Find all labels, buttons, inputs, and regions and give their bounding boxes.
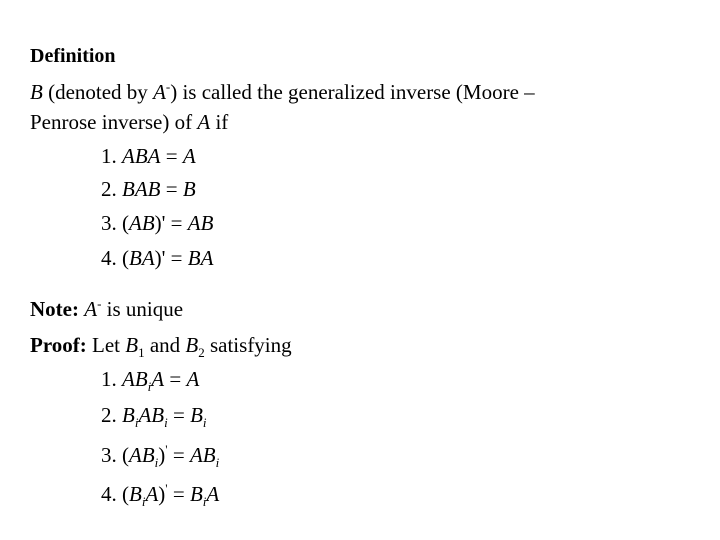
- definition-line-2: Penrose inverse) of A if: [30, 110, 229, 134]
- note-line: Note: A- is unique: [30, 296, 184, 321]
- condition-4: 4. (BA)' = BA: [101, 246, 214, 270]
- condition-1: 1. ABA = A: [101, 144, 196, 168]
- proof-item-1: 1. $AB_iA = A$: [101, 367, 200, 394]
- proof-item-4: 4. $(B_iA)' = B_iA$: [101, 481, 220, 509]
- proof-item-2: 2. $B_iAB_i = B_i$: [101, 403, 207, 430]
- condition-2: 2. BAB = B: [101, 177, 196, 201]
- definition-heading: Definition: [30, 45, 116, 67]
- proof-line: Proof: Let $B_1$ and $B_2$ satisfying: [30, 333, 292, 360]
- proof-item-3: 3. $(AB_i)' = AB_i$: [101, 442, 220, 470]
- condition-3: 3. (AB)' = AB: [101, 211, 214, 235]
- definition-line-1: B (denoted by A-) is called the generalized inverse (Moore –: [30, 79, 535, 104]
